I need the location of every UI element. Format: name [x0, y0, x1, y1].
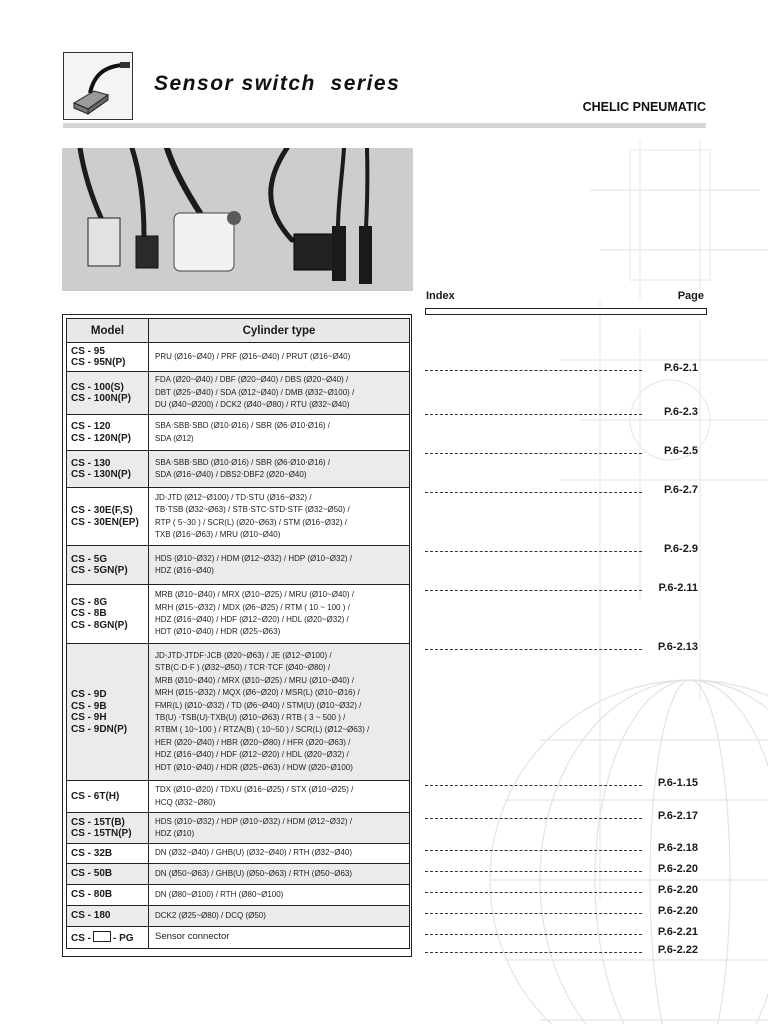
page-number: P.6-2.20 [657, 863, 698, 875]
model-name: CS - 6T(H) [71, 790, 120, 802]
model-cell [67, 372, 149, 415]
cylinder-type-line: STB(C‧D‧F ) (Ø32~Ø50) / TCR‧TCF (Ø40~Ø80) / [155, 663, 331, 673]
model-name: CS - 9H [71, 712, 107, 723]
cylinder-type-cell [149, 864, 410, 885]
cylinder-type-line: TXB (Ø16~Ø63) / MRU (Ø10~Ø40) [155, 529, 281, 539]
model-cell [67, 415, 149, 451]
page-number: P.6-2.1 [663, 362, 698, 374]
table-row [67, 415, 410, 451]
cylinder-type-line: JD‧JTD (Ø12~Ø100) / TD‧STU (Ø16~Ø32) / [155, 492, 312, 502]
brand-name: CHELIC PNEUMATIC [582, 100, 706, 114]
page-number: P.6-2.22 [657, 944, 698, 956]
page-title: Sensor switch series [154, 72, 401, 95]
cylinder-type-line: MRB (Ø10~Ø40) / MRX (Ø10~Ø25) / MRU (Ø10~Ø40) / [155, 590, 354, 600]
cylinder-type-line: PRU (Ø16~Ø40) / PRF (Ø16~Ø40) / PRUT (Ø16~Ø40) [155, 351, 351, 361]
cylinder-type-line: HDZ (Ø10) [155, 829, 195, 838]
cylinder-type-cell [149, 546, 410, 585]
model-cell [67, 864, 149, 885]
page-reference[interactable] [425, 810, 698, 824]
cylinder-type-line: DN (Ø50~Ø63) / GHB(U) (Ø50~Ø63) / RTH (Ø50~Ø63) [155, 868, 353, 878]
model-name: CS - 180 [71, 910, 111, 922]
cylinder-type-cell [149, 451, 410, 488]
sensor-switches-photo [62, 148, 413, 291]
model-name: CS - 9DN(P) [71, 723, 128, 735]
table-row [67, 781, 410, 813]
model-cell [67, 585, 149, 644]
model-column-header: Model [67, 319, 149, 343]
dashed-leader [425, 818, 642, 819]
cylinder-type-cell [149, 488, 410, 546]
cylinder-type-line: TB(U) ‧TSB(U)‧TXB(U) (Ø10~Ø63) / RTB ( 3 ~ 500 ) / [155, 713, 346, 722]
sensor-switches-drawing [62, 148, 413, 291]
dashed-leader [425, 892, 642, 893]
cylinder-type-line: DN (Ø32~Ø40) / GHB(U) (Ø32~Ø40) / RTH (Ø32~Ø40) [155, 848, 353, 858]
model-cell [67, 343, 149, 372]
sensor-switch-icon [63, 52, 133, 120]
cylinder-type-line: HDZ (Ø16~Ø40) / HDF (Ø12~Ø20) / HDL (Ø20~Ø32) / [155, 615, 349, 624]
model-name: CS - [71, 932, 91, 944]
table-row [67, 813, 410, 844]
page-number: P.6-2.5 [663, 445, 698, 457]
cylinder-type-cell [149, 781, 410, 813]
model-name: CS - 9D [71, 689, 107, 700]
dashed-leader [425, 590, 642, 591]
model-cell [67, 927, 149, 949]
model-name: CS - 8GN(P) [71, 619, 128, 631]
dashed-leader [425, 414, 642, 415]
page-reference[interactable] [425, 582, 698, 596]
page-reference[interactable] [425, 842, 698, 856]
dashed-leader [425, 871, 642, 872]
dashed-leader [425, 785, 642, 786]
page-reference[interactable] [425, 641, 698, 655]
cylinder-type-cell [149, 585, 410, 644]
model-name: CS - 120N(P) [71, 432, 132, 444]
cylinder-type-column-header: Cylinder type [149, 319, 410, 343]
cylinder-type-line: FMR(L) (Ø10~Ø32) / TD (Ø6~Ø40) / STM(U) (Ø10~Ø32) / [155, 700, 362, 710]
model-name: CS - 32B [71, 847, 113, 859]
cylinder-type-line: MRB (Ø10~Ø40) / MRX (Ø10~Ø25) / MRU (Ø10~Ø40) / [155, 675, 354, 685]
page-number: P.6-2.18 [657, 842, 698, 854]
placeholder-box-icon [93, 931, 111, 942]
page-number: P.6-2.9 [663, 543, 698, 555]
page-number: P.6-2.20 [657, 884, 698, 896]
cylinder-type-line: HDT (Ø10~Ø40) / HDR (Ø25~Ø63) [155, 627, 281, 637]
model-name: CS - 100N(P) [71, 393, 132, 404]
page-reference[interactable] [425, 863, 698, 877]
model-name: CS - 9B [71, 700, 107, 712]
dashed-leader [425, 850, 642, 851]
sensor-model-table [66, 318, 410, 949]
model-name: - PG [113, 932, 134, 944]
page-reference[interactable] [425, 777, 698, 791]
page-reference[interactable] [425, 905, 698, 919]
table-row [67, 927, 410, 949]
cylinder-type-line: SBA‧SBB‧SBD (Ø10‧Ø16) / SBR (Ø6‧Ø10‧Ø16) / [155, 421, 330, 431]
index-heading: Index [426, 290, 455, 302]
dashed-leader [425, 551, 642, 552]
page-reference[interactable] [425, 926, 698, 940]
page-number: P.6-2.21 [657, 926, 698, 938]
model-name: CS - 50B [71, 868, 113, 880]
model-name: CS - 15T(B) [71, 816, 125, 828]
model-cell [67, 546, 149, 585]
model-name: CS - 5GN(P) [71, 565, 128, 576]
model-name: CS - 95 [71, 345, 105, 357]
cylinder-type-line: RTP ( 5~30 ) / SCR(L) (Ø20~Ø63) / STM (Ø16~Ø32) / [155, 517, 347, 527]
model-name: CS - 30E(F,S) [71, 505, 133, 516]
cylinder-type-line: DCK2 (Ø25~Ø80) / DCQ (Ø50) [155, 910, 266, 920]
cylinder-type-line: DN (Ø80~Ø100) / RTH (Ø80~Ø100) [155, 889, 284, 899]
table-row [67, 546, 410, 585]
model-name: CS - 120 [71, 421, 111, 432]
model-name: CS - 30EN(EP) [71, 516, 139, 528]
model-name: CS - 80B [71, 889, 113, 901]
cylinder-type-line: TDX (Ø10~Ø20) / TDXU (Ø16~Ø25) / STX (Ø10~Ø25) / [155, 785, 354, 795]
model-name: CS - 15TN(P) [71, 828, 132, 839]
cylinder-type-line: HDS (Ø10~Ø32) / HDM (Ø12~Ø32) / HDP (Ø10~Ø32) / [155, 553, 353, 563]
cylinder-type-line: DU (Ø40~Ø200) / DCK2 (Ø40~Ø80) / RTU (Ø32~Ø40) [155, 400, 350, 410]
dashed-leader [425, 492, 642, 493]
page-reference[interactable] [425, 543, 698, 557]
sensor-switch-graphic [64, 53, 132, 119]
cylinder-type-line: SDA (Ø12) [155, 433, 194, 443]
header-divider [63, 123, 706, 128]
page-reference[interactable] [425, 406, 698, 420]
cylinder-type-line: Sensor connector [155, 931, 230, 943]
cylinder-type-line: HDT (Ø10~Ø40) / HDR (Ø25~Ø63) / HDW (Ø20~Ø100) [155, 762, 353, 772]
page-number: P.6-2.20 [657, 905, 698, 917]
page-reference[interactable] [425, 445, 698, 459]
model-cell [67, 906, 149, 927]
table-row [67, 844, 410, 864]
cylinder-type-cell [149, 415, 410, 451]
dashed-leader [425, 649, 642, 650]
model-cell [67, 781, 149, 813]
model-name: CS - 95N(P) [71, 357, 126, 368]
cylinder-type-cell [149, 644, 410, 781]
model-cell [67, 451, 149, 488]
model-name: CS - 100(S) [71, 381, 124, 393]
cylinder-type-cell [149, 885, 410, 906]
cylinder-type-line: SBA‧SBB‧SBD (Ø10‧Ø16) / SBR (Ø6‧Ø10‧Ø16) / [155, 457, 330, 467]
model-cell [67, 885, 149, 906]
cylinder-type-line: MRH (Ø15~Ø32) / MQX (Ø6~Ø20) / MSR(L) (Ø10~Ø16) / [155, 688, 360, 698]
page-heading: Page [677, 290, 704, 302]
table-row [67, 644, 410, 781]
model-name: CS - 130N(P) [71, 469, 132, 480]
dashed-leader [425, 453, 642, 454]
table-row [67, 885, 410, 906]
table-row [67, 372, 410, 415]
page-reference[interactable] [425, 884, 698, 898]
model-name: CS - 5G [71, 553, 108, 565]
index-header-bar [425, 308, 707, 315]
cylinder-type-cell [149, 813, 410, 844]
cylinder-type-line: FDA (Ø20~Ø40) / DBF (Ø20~Ø40) / DBS (Ø20~Ø40) / [155, 375, 349, 385]
model-cell [67, 644, 149, 781]
cylinder-type-line: HDZ (Ø16~Ø40) / HDF (Ø12~Ø20) / HDL (Ø20~Ø32) / [155, 750, 349, 760]
page-number: P.6-2.7 [663, 484, 698, 496]
model-name: CS - 8G [71, 596, 108, 608]
page-number: P.6-2.13 [657, 641, 698, 653]
dashed-leader [425, 913, 642, 914]
page-number: P.6-2.11 [658, 582, 698, 594]
cylinder-type-cell [149, 844, 410, 864]
table-row [67, 343, 410, 372]
cylinder-type-cell [149, 343, 410, 372]
cylinder-type-cell [149, 372, 410, 415]
cylinder-type-line: HCQ (Ø32~Ø80) [155, 797, 216, 807]
dashed-leader [425, 934, 642, 935]
page-number: P.6-1.15 [657, 777, 698, 789]
cylinder-type-line: TB‧TSB (Ø32~Ø63) / STB‧STC‧STD‧STF (Ø32~Ø50) / [155, 505, 350, 515]
cylinder-type-line: DBT (Ø25~Ø40) / SDA (Ø12~Ø40) / DMB (Ø32~Ø100) / [155, 387, 355, 397]
table-row [67, 585, 410, 644]
model-cell [67, 488, 149, 546]
cylinder-type-cell [149, 927, 410, 949]
model-name: CS - 8B [71, 608, 107, 620]
table-row [67, 451, 410, 488]
cylinder-type-line: RTBM ( 10~100 ) / RTZA(B) ( 10~50 ) / SCR(L) (Ø12~Ø63) / [155, 725, 370, 735]
table-row [67, 864, 410, 885]
table-row [67, 488, 410, 546]
model-name: CS - 130 [71, 457, 111, 469]
cylinder-type-line: HER (Ø20~Ø40) / HBR (Ø20~Ø80) / HFR (Ø20~Ø63) / [155, 737, 351, 747]
cylinder-type-line: SDA (Ø16~Ø40) / DBS2‧DBF2 (Ø20~Ø40) [155, 470, 307, 479]
cylinder-type-cell [149, 906, 410, 927]
cylinder-type-line: MRH (Ø15~Ø32) / MDX (Ø6~Ø25) / RTM ( 10 ~ 100 ) / [155, 602, 350, 612]
table-row [67, 906, 410, 927]
cylinder-type-line: HDS (Ø10~Ø32) / HDP (Ø10~Ø32) / HDM (Ø12~Ø32) / [155, 816, 353, 826]
dashed-leader [425, 952, 642, 953]
page-number: P.6-2.17 [657, 810, 698, 822]
page-reference[interactable] [425, 362, 698, 376]
page-reference[interactable] [425, 944, 698, 958]
page-number: P.6-2.3 [663, 406, 698, 418]
dashed-leader [425, 370, 642, 371]
cylinder-type-line: HDZ (Ø16~Ø40) [155, 566, 214, 575]
model-cell [67, 844, 149, 864]
cylinder-type-line: JD‧JTD‧JTDF‧JCB (Ø20~Ø63) / JE (Ø12~Ø100) / [155, 650, 332, 660]
page-reference[interactable] [425, 484, 698, 498]
model-cell [67, 813, 149, 844]
